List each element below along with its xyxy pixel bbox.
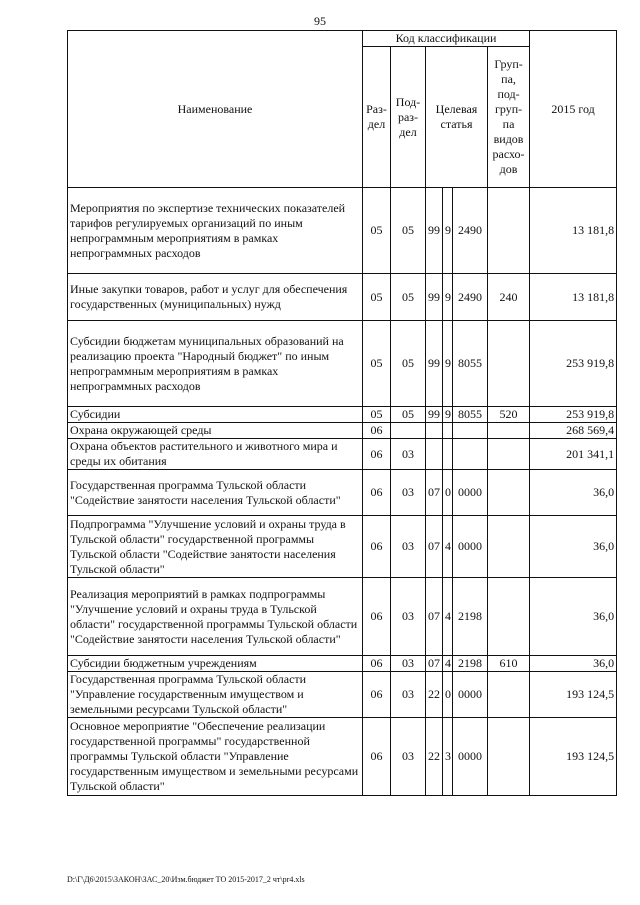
row-section: 05 [363, 188, 391, 274]
row-target-subprogram: 3 [443, 718, 453, 796]
row-amount: 13 181,8 [530, 274, 617, 321]
row-name: Подпрограмма "Улучшение условий и охраны труда в Тульской области" государственной программы Тульской области "Содействие занятости населения Тульской области" [68, 516, 363, 578]
row-expense-group [488, 188, 530, 274]
row-expense-group: 520 [488, 407, 530, 423]
row-target-direction: 8055 [453, 407, 488, 423]
row-target-subprogram: 9 [443, 188, 453, 274]
row-section: 06 [363, 672, 391, 718]
row-target-subprogram: 0 [443, 470, 453, 516]
row-subsection: 05 [391, 321, 426, 407]
row-section: 06 [363, 516, 391, 578]
table-row [68, 718, 617, 796]
table-row [68, 578, 617, 656]
row-target-subprogram [443, 423, 453, 439]
row-target-direction: 2198 [453, 578, 488, 656]
row-expense-group [488, 516, 530, 578]
row-expense-group [488, 672, 530, 718]
row-target-program: 99 [426, 274, 443, 321]
row-name: Государственная программа Тульской области "Управление государственным имуществом и земельными ресурсами Тульской области" [68, 672, 363, 718]
table-row [68, 274, 617, 321]
row-target-direction: 2198 [453, 656, 488, 672]
row-subsection: 03 [391, 656, 426, 672]
row-section: 06 [363, 439, 391, 470]
row-name: Субсидии бюджетам муниципальных образований на реализацию проекта "Народный бюджет" по иным непрограммным мероприятиям в рамках непрограммных расходов [68, 321, 363, 407]
table-row [68, 423, 617, 439]
row-expense-group [488, 718, 530, 796]
row-target-subprogram: 4 [443, 516, 453, 578]
row-subsection: 03 [391, 672, 426, 718]
row-amount: 13 181,8 [530, 188, 617, 274]
row-name: Государственная программа Тульской области "Содействие занятости населения Тульской области" [68, 470, 363, 516]
row-subsection: 03 [391, 470, 426, 516]
row-target-program: 99 [426, 188, 443, 274]
row-expense-group [488, 470, 530, 516]
row-subsection [391, 423, 426, 439]
row-target-subprogram: 4 [443, 578, 453, 656]
table-header [68, 31, 617, 188]
file-path-footer: D:\Г\Д6\2015\ЗАКОН\ЗАС_20\Изм.бюджет ТО 2015-2017_2 чт\pr4.xls [67, 875, 305, 884]
row-target-subprogram: 0 [443, 672, 453, 718]
row-name: Иные закупки товаров, работ и услуг для обеспечения государственных (муниципальных) нужд [68, 274, 363, 321]
header-group: Груп- па, под- груп- па видов расхо- дов [488, 47, 530, 188]
row-target-direction [453, 439, 488, 470]
table-row [68, 321, 617, 407]
row-target-program: 07 [426, 470, 443, 516]
row-amount: 193 124,5 [530, 672, 617, 718]
row-target-subprogram: 9 [443, 274, 453, 321]
table-row [68, 656, 617, 672]
row-target-direction: 0000 [453, 470, 488, 516]
row-target-program: 99 [426, 407, 443, 423]
row-amount: 36,0 [530, 656, 617, 672]
header-year: 2015 год [530, 31, 617, 188]
row-amount: 253 919,8 [530, 407, 617, 423]
row-amount: 268 569,4 [530, 423, 617, 439]
row-subsection: 05 [391, 274, 426, 321]
row-target-program: 07 [426, 656, 443, 672]
row-amount: 36,0 [530, 516, 617, 578]
row-target-subprogram: 4 [443, 656, 453, 672]
row-target-direction: 8055 [453, 321, 488, 407]
header-target-item: Целевая статья [426, 47, 488, 188]
row-subsection: 05 [391, 188, 426, 274]
row-subsection: 05 [391, 407, 426, 423]
row-section: 06 [363, 470, 391, 516]
row-name: Мероприятия по экспертизе технических показателей тарифов регулируемых организаций по иным непрограммным мероприятиям в рамках непрограммных расходов [68, 188, 363, 274]
row-amount: 201 341,1 [530, 439, 617, 470]
row-target-direction: 2490 [453, 188, 488, 274]
budget-table [67, 30, 617, 796]
row-section: 06 [363, 718, 391, 796]
header-name: Наименование [68, 31, 363, 188]
row-expense-group: 610 [488, 656, 530, 672]
table-row [68, 188, 617, 274]
row-expense-group [488, 439, 530, 470]
row-target-program: 22 [426, 672, 443, 718]
row-target-direction [453, 423, 488, 439]
row-amount: 253 919,8 [530, 321, 617, 407]
row-subsection: 03 [391, 718, 426, 796]
row-target-program: 99 [426, 321, 443, 407]
row-amount: 36,0 [530, 578, 617, 656]
row-target-direction: 2490 [453, 274, 488, 321]
row-section: 06 [363, 656, 391, 672]
row-target-program [426, 439, 443, 470]
row-section: 06 [363, 578, 391, 656]
row-target-program [426, 423, 443, 439]
table-row [68, 516, 617, 578]
page-number: 95 [314, 14, 326, 28]
table-body [68, 188, 617, 796]
row-section: 05 [363, 407, 391, 423]
row-expense-group [488, 321, 530, 407]
header-classification: Код классификации [363, 31, 530, 47]
row-section: 06 [363, 423, 391, 439]
row-target-program: 07 [426, 516, 443, 578]
row-name: Охрана окружающей среды [68, 423, 363, 439]
row-expense-group [488, 423, 530, 439]
header-section: Раз- дел [363, 47, 391, 188]
row-section: 05 [363, 274, 391, 321]
row-target-direction: 0000 [453, 672, 488, 718]
row-amount: 36,0 [530, 470, 617, 516]
row-subsection: 03 [391, 578, 426, 656]
table-row [68, 672, 617, 718]
row-name: Охрана объектов растительного и животного мира и среды их обитания [68, 439, 363, 470]
row-target-subprogram: 9 [443, 321, 453, 407]
row-section: 05 [363, 321, 391, 407]
row-target-program: 07 [426, 578, 443, 656]
row-expense-group [488, 578, 530, 656]
row-target-direction: 0000 [453, 718, 488, 796]
row-name: Субсидии бюджетным учреждениям [68, 656, 363, 672]
table-row [68, 439, 617, 470]
header-subsection: Под- раз- дел [391, 47, 426, 188]
row-subsection: 03 [391, 439, 426, 470]
row-subsection: 03 [391, 516, 426, 578]
row-amount: 193 124,5 [530, 718, 617, 796]
row-target-subprogram: 9 [443, 407, 453, 423]
row-target-subprogram [443, 439, 453, 470]
row-name: Реализация мероприятий в рамках подпрограммы "Улучшение условий и охраны труда в Тульской области" государственной программы Тульской области "Содействие занятости населения Тульской области" [68, 578, 363, 656]
row-name: Основное мероприятие "Обеспечение реализации государственной программы" государственной программы Тульской области "Управление государственным имуществом и земельными ресурсами Тульской области" [68, 718, 363, 796]
table-row [68, 407, 617, 423]
row-target-direction: 0000 [453, 516, 488, 578]
row-name: Субсидии [68, 407, 363, 423]
row-target-program: 22 [426, 718, 443, 796]
table-row [68, 470, 617, 516]
row-expense-group: 240 [488, 274, 530, 321]
